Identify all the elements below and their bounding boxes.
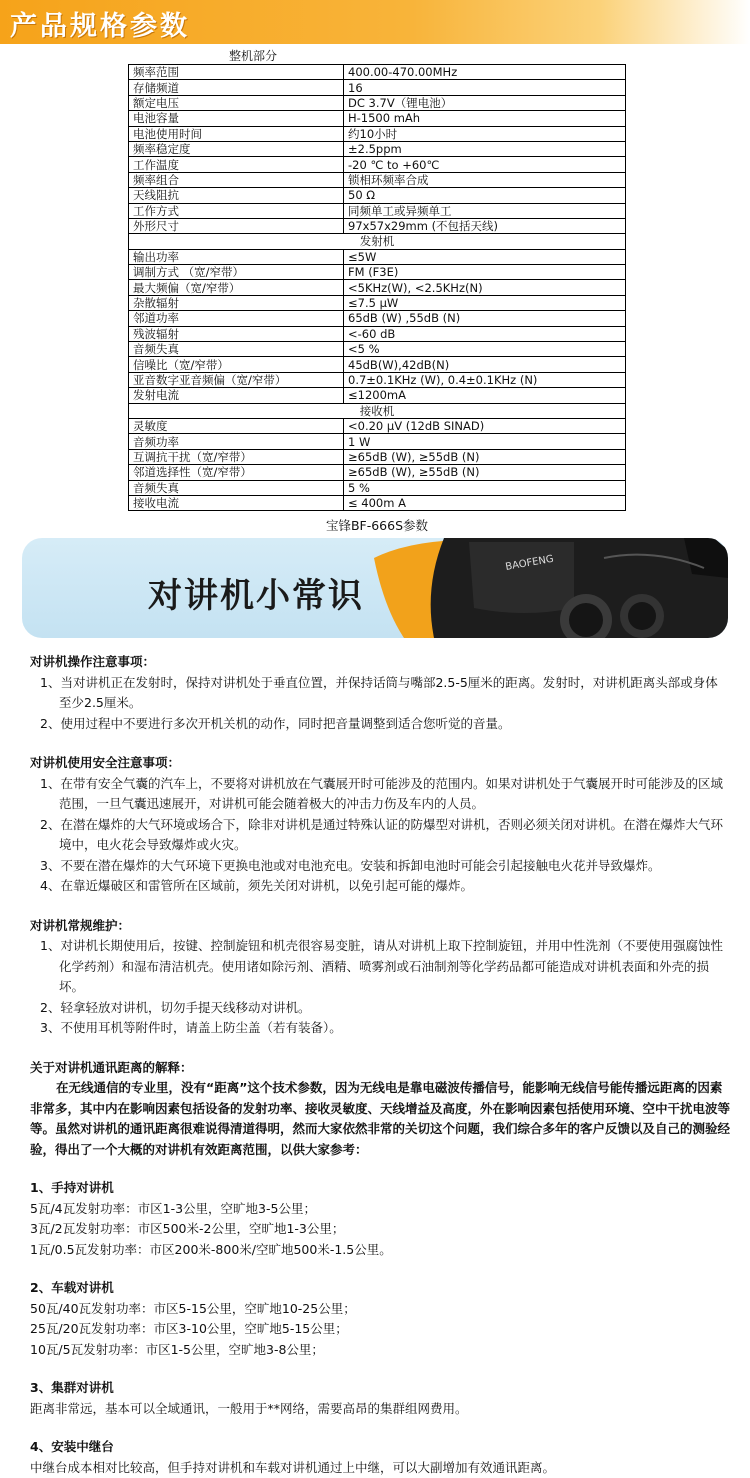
list-item: 3、不要在潜在爆炸的大气环境下更换电池或对电池充电。安装和拆卸电池时可能会引起接触电火花并导致爆炸。 [30, 856, 730, 877]
group-title: 2、车载对讲机 [30, 1278, 730, 1299]
spec-row [129, 465, 626, 480]
spec-label: 音频功率 [129, 434, 344, 449]
spec-row [129, 126, 626, 141]
spec-row [129, 280, 626, 295]
spec-value: 锁相环频率合成 [344, 172, 626, 187]
spec-row [129, 295, 626, 310]
group-title: 1、手持对讲机 [30, 1178, 730, 1199]
spec-value: FM (F3E) [344, 265, 626, 280]
spec-label: 接收电流 [129, 495, 344, 510]
spec-value: ≤ 400m A [344, 495, 626, 510]
spec-row [129, 372, 626, 387]
spec-value: ≤5W [344, 249, 626, 264]
spec-label: 额定电压 [129, 95, 344, 110]
spec-value: <5KHz(W), <2.5KHz(N) [344, 280, 626, 295]
spec-label: 互调抗干扰（宽/窄带） [129, 449, 344, 464]
spec-label: 频率组合 [129, 172, 344, 187]
spec-value: ≥65dB (W), ≥55dB (N) [344, 449, 626, 464]
group-title: 3、集群对讲机 [30, 1378, 730, 1399]
spec-label: 天线阻抗 [129, 188, 344, 203]
spec-value: <-60 dB [344, 326, 626, 341]
section-title: 对讲机常规维护： [30, 916, 730, 937]
range-line: 3瓦/2瓦发射功率：市区500米-2公里，空旷地1-3公里； [30, 1219, 730, 1240]
header-bar [0, 0, 750, 44]
section-title: 关于对讲机通讯距离的解释： [30, 1058, 730, 1079]
spec-row [129, 218, 626, 233]
walkie-talkie-image [374, 538, 728, 638]
spec-label: 工作温度 [129, 157, 344, 172]
radio-brand-text: BAOFENG [505, 554, 555, 573]
list-item: 2、使用过程中不要进行多次开机关机的动作，同时把音量调整到适合您听觉的音量。 [30, 714, 730, 735]
banner-title: 对讲机小常识 [148, 568, 364, 617]
paragraph: 在无线通信的专业里，没有“距离”这个技术参数，因为无线电是靠电磁波传播信号，能影响无线信号能传播远距离的因素非常多，其中内在影响因素包括设备的发射功率、接收灵敏度、天线增益及高度，外在影响因素包括使用环境、空中干扰电波等等。虽然对讲机的通讯距离很难说得清道得明，然而大家依然非常的关切这个问题，我们综合多年的客户反馈以及自己的测验经验，得出了一个大概的对讲机有效距离范围，以供大家参考： [30, 1078, 730, 1160]
spec-row [129, 357, 626, 372]
spec-row [129, 265, 626, 280]
spec-value: H-1500 mAh [344, 111, 626, 126]
spec-row [129, 157, 626, 172]
list-item: 1、在带有安全气囊的汽车上，不要将对讲机放在气囊展开时可能涉及的范围内。如果对讲机处于气囊展开时可能涉及的区域范围，一旦气囊迅速展开，对讲机可能会随着极大的冲击力伤及车内的人员。 [30, 774, 730, 815]
spec-row [129, 111, 626, 126]
spec-label: 电池使用时间 [129, 126, 344, 141]
spec-value: 1 W [344, 434, 626, 449]
range-line: 5瓦/4瓦发射功率：市区1-3公里，空旷地3-5公里； [30, 1199, 730, 1220]
spec-row [129, 172, 626, 187]
list-item: 2、轻拿轻放对讲机，切勿手提天线移动对讲机。 [30, 998, 730, 1019]
spec-row [129, 249, 626, 264]
spec-model-note: 宝锋BF-666S参数 [128, 516, 626, 534]
spec-row [129, 141, 626, 156]
list-item: 4、在靠近爆破区和雷管所在区域前，须先关闭对讲机，以免引起可能的爆炸。 [30, 876, 730, 897]
spec-value: 50 Ω [344, 188, 626, 203]
spec-caption: 整机部分 [128, 48, 378, 64]
spec-label: 发射电流 [129, 388, 344, 403]
spec-label: 最大频偏（宽/窄带） [129, 280, 344, 295]
article [30, 652, 730, 1478]
spec-label: 灵敏度 [129, 418, 344, 433]
spec-value: ≤7.5 μW [344, 295, 626, 310]
spec-row [129, 418, 626, 433]
spec-row [129, 65, 626, 80]
range-line: 1瓦/0.5瓦发射功率：市区200米-800米/空旷地500米-1.5公里。 [30, 1240, 730, 1261]
spec-label: 电池容量 [129, 111, 344, 126]
spec-row [129, 434, 626, 449]
spec-row [129, 449, 626, 464]
spec-value: -20 ℃ to +60℃ [344, 157, 626, 172]
spec-label: 邻道选择性（宽/窄带） [129, 465, 344, 480]
spec-value: 0.7±0.1KHz (W), 0.4±0.1KHz (N) [344, 372, 626, 387]
spec-label: 存储频道 [129, 80, 344, 95]
spec-row [129, 203, 626, 218]
spec-value: DC 3.7V（锂电池） [344, 95, 626, 110]
spec-value: 65dB (W) ,55dB (N) [344, 311, 626, 326]
spec-row [129, 311, 626, 326]
spec-label: 邻道功率 [129, 311, 344, 326]
spec-value: 同频单工或异频单工 [344, 203, 626, 218]
spec-row [129, 95, 626, 110]
spec-value: 16 [344, 80, 626, 95]
tips-banner [22, 538, 728, 638]
spec-label: 音频失真 [129, 480, 344, 495]
range-line: 50瓦/40瓦发射功率：市区5-15公里，空旷地10-25公里； [30, 1299, 730, 1320]
spec-label: 工作方式 [129, 203, 344, 218]
spec-value: 400.00-470.00MHz [344, 65, 626, 80]
spec-label: 杂散辐射 [129, 295, 344, 310]
spec-section-row [129, 403, 626, 418]
spec-row [129, 495, 626, 510]
spec-value: 45dB(W),42dB(N) [344, 357, 626, 372]
spec-section-title: 接收机 [129, 403, 626, 418]
spec-row [129, 480, 626, 495]
spec-value: ±2.5ppm [344, 141, 626, 156]
spec-row [129, 326, 626, 341]
spec-row [129, 80, 626, 95]
group-text: 中继台成本相对比较高，但手持对讲机和车载对讲机通过上中继，可以大副增加有效通讯距离。 [30, 1458, 730, 1478]
spec-row [129, 342, 626, 357]
list-item: 1、当对讲机正在发射时，保持对讲机处于垂直位置，并保持话筒与嘴部2.5-5厘米的距离。发射时，对讲机距离头部或身体至少2.5厘米。 [30, 673, 730, 714]
group-title: 4、安装中继台 [30, 1437, 730, 1458]
spec-label: 调制方式 （宽/窄带） [129, 265, 344, 280]
section-title: 对讲机使用安全注意事项： [30, 753, 730, 774]
list-item: 1、对讲机长期使用后，按键、控制旋钮和机壳很容易变脏，请从对讲机上取下控制旋钮，并用中性洗剂（不要使用强腐蚀性化学药剂）和湿布清洁机壳。使用诸如除污剂、酒精、喷雾剂或石油制剂等化学药品都可能造成对讲机表面和外壳的损坏。 [30, 936, 730, 998]
spec-value: 5 % [344, 480, 626, 495]
spec-label: 输出功率 [129, 249, 344, 264]
group-text: 距离非常远，基本可以全域通讯，一般用于**网络，需要高昂的集群组网费用。 [30, 1399, 730, 1420]
list-item: 2、在潜在爆炸的大气环境或场合下，除非对讲机是通过特殊认证的防爆型对讲机，否则必须关闭对讲机。在潜在爆炸大气环境中，电火花会导致爆炸或火灾。 [30, 815, 730, 856]
spec-label: 频率稳定度 [129, 141, 344, 156]
spec-value: <0.20 μV (12dB SINAD) [344, 418, 626, 433]
spec-label: 信噪比（宽/窄带） [129, 357, 344, 372]
spec-label: 音频失真 [129, 342, 344, 357]
spec-label: 外形尺寸 [129, 218, 344, 233]
spec-section [128, 48, 626, 511]
spec-value: <5 % [344, 342, 626, 357]
spec-value: 约10小时 [344, 126, 626, 141]
page-title: 产品规格参数 [10, 4, 190, 43]
range-line: 25瓦/20瓦发射功率：市区3-10公里，空旷地5-15公里； [30, 1319, 730, 1340]
spec-value: 97x57x29mm (不包括天线) [344, 218, 626, 233]
spec-label: 频率范围 [129, 65, 344, 80]
list-item: 3、不使用耳机等附件时，请盖上防尘盖（若有装备）。 [30, 1018, 730, 1039]
spec-section-row [129, 234, 626, 249]
spec-value: ≥65dB (W), ≥55dB (N) [344, 465, 626, 480]
spec-value: ≤1200mA [344, 388, 626, 403]
spec-label: 亚音数字亚音频偏（宽/窄带） [129, 372, 344, 387]
spec-row [129, 188, 626, 203]
spec-row [129, 388, 626, 403]
spec-label: 残波辐射 [129, 326, 344, 341]
range-line: 10瓦/5瓦发射功率：市区1-5公里，空旷地3-8公里； [30, 1340, 730, 1361]
spec-table [128, 64, 626, 511]
spec-section-title: 发射机 [129, 234, 626, 249]
section-title: 对讲机操作注意事项： [30, 652, 730, 673]
